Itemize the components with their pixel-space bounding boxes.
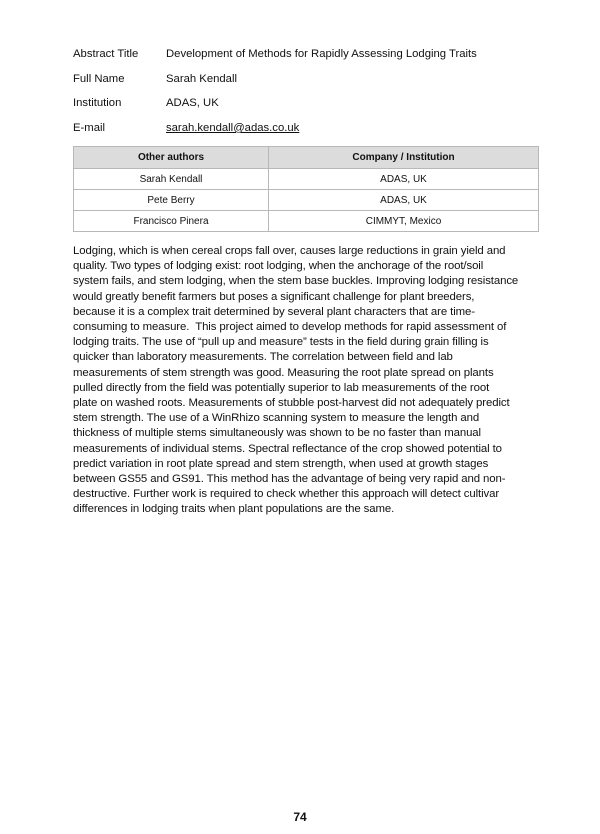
abstract-line: lodging traits. The use of “pull up and measure” tests in the field during grain filling is <box>73 336 489 349</box>
abstract-title-value: Development of Methods for Rapidly Assessing Lodging Traits <box>166 48 477 60</box>
author-institution: ADAS, UK <box>269 169 539 190</box>
abstract-body <box>73 244 541 518</box>
header-other-authors: Other authors <box>74 147 269 169</box>
abstract-line: differences in lodging traits when plant populations are the same. <box>73 503 395 516</box>
author-name: Pete Berry <box>74 190 269 211</box>
abstract-line: between GS55 and GS91. This method has the advantage of being very rapid and non- <box>73 473 506 486</box>
abstract-line: quality. Two types of lodging exist: root lodging, when the anchorage of the root/soil <box>73 260 484 273</box>
abstract-line: measurements of stem strength was good. Measuring the root plate spread on plants <box>73 366 494 379</box>
author-institution: ADAS, UK <box>269 190 539 211</box>
abstract-line: stem strength. The use of a WinRhizo scanning system to measure the length and <box>73 412 480 425</box>
page-number: 74 <box>293 810 307 824</box>
abstract-line: consuming to measure. This project aimed to develop methods for rapid assessment of <box>73 321 507 334</box>
other-authors-table <box>73 146 539 232</box>
abstract-line: Lodging, which is when cereal crops fall over, causes large reductions in grain yield and <box>73 245 506 257</box>
abstract-line: because it is a complex trait determined by several plant characters that are time- <box>73 305 475 318</box>
abstract-line: plate on washed roots. Measurements of stubble post-harvest did not adequately predict <box>73 397 510 410</box>
abstract-line: predict variation in root plate spread and stem strength, when used at growth stages <box>73 457 489 470</box>
abstract-line: thickness of multiple stems simultaneously was shown to be no faster than manual <box>73 427 481 440</box>
author-name: Francisco Pinera <box>74 211 269 232</box>
table-header-row <box>74 147 539 169</box>
institution-value: ADAS, UK <box>166 97 219 109</box>
abstract-line: destructive. Further work is required to check whether this approach will detect cultivar <box>73 488 500 501</box>
abstract-line: system fails, and stem lodging, when the stem base buckles. Improving lodging resistance <box>73 275 519 288</box>
abstract-line: quicker than laboratory measurements. The correlation between field and lab <box>73 351 453 364</box>
abstract-line: would greatly benefit farmers but poses a significant challenge for plant breeders, <box>73 290 475 303</box>
table-row <box>74 169 539 190</box>
abstract-line: measurements of individual stems. Spectral reflectance of the crop showed potential to <box>73 442 502 455</box>
full-name-value: Sarah Kendall <box>166 73 237 85</box>
header-company-institution: Company / Institution <box>269 147 539 169</box>
table-row <box>74 190 539 211</box>
author-name: Sarah Kendall <box>74 169 269 190</box>
table-row <box>74 211 539 232</box>
abstract-title-label: Abstract Title <box>73 48 139 60</box>
author-institution: CIMMYT, Mexico <box>269 211 539 232</box>
full-name-label: Full Name <box>73 73 125 85</box>
email-label: E-mail <box>73 122 106 134</box>
institution-label: Institution <box>73 97 122 109</box>
email-link[interactable]: sarah.kendall@adas.co.uk <box>166 122 300 134</box>
abstract-line: pulled directly from the field was potentially superior to lab measurements of the root <box>73 381 490 394</box>
